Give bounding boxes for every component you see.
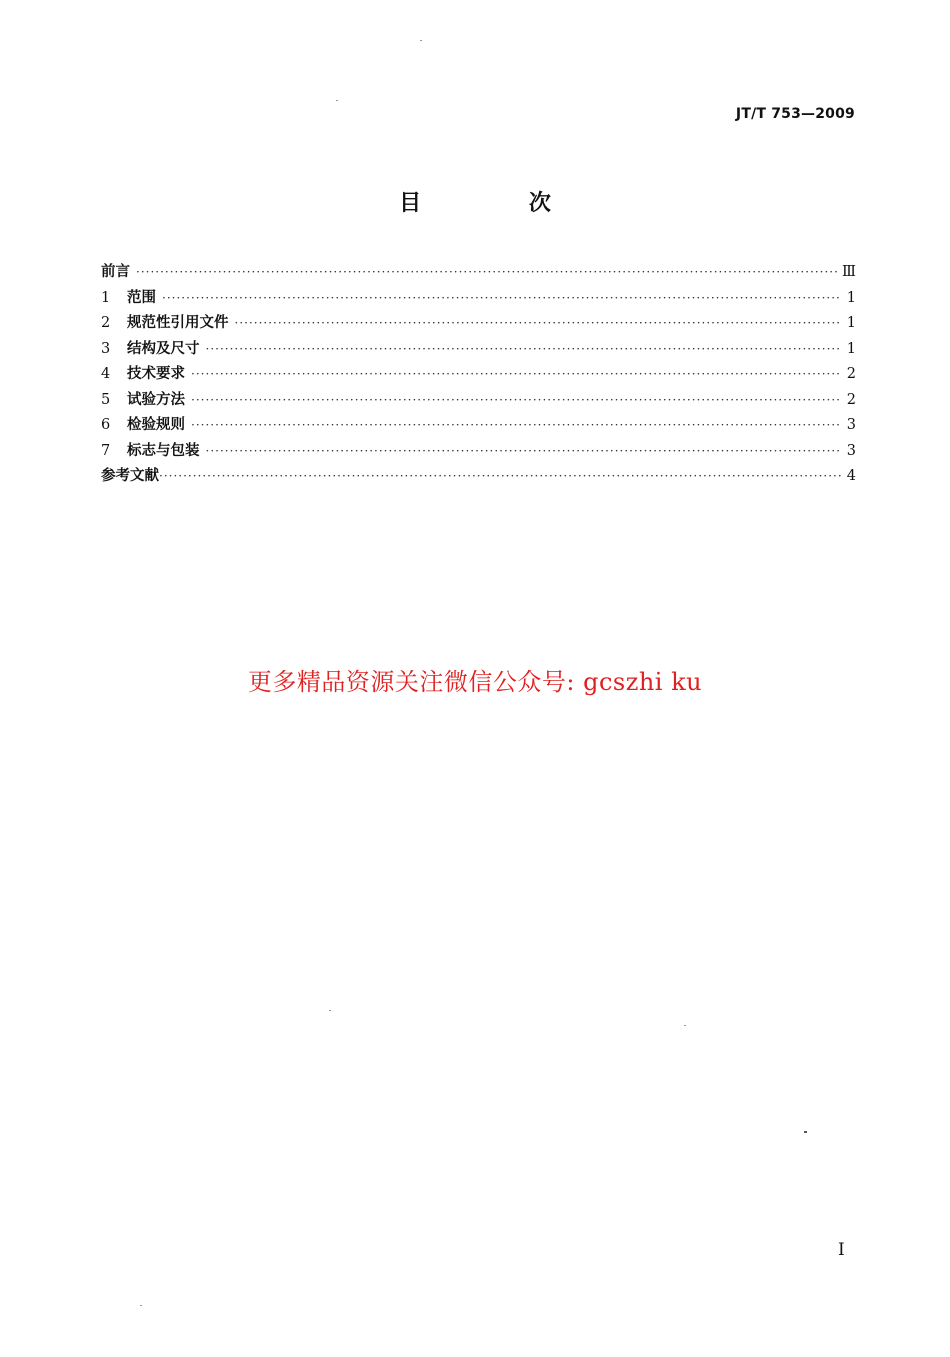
- toc-entry-label: 标志与包装: [127, 441, 200, 459]
- toc-leader-dots: [235, 316, 843, 330]
- toc-entry-number: 7: [101, 442, 111, 459]
- toc-leader-dots: [191, 418, 842, 432]
- toc-entry-page: 2: [846, 391, 856, 408]
- toc-entry-label: 规范性引用文件: [127, 314, 229, 331]
- toc-leader-dots: [191, 367, 842, 381]
- toc-entry-structure-dimensions[interactable]: [101, 337, 856, 363]
- toc-entry-technical-requirements[interactable]: [101, 362, 856, 388]
- toc-leader-dots: [191, 393, 842, 407]
- toc-entry-page: 4: [846, 468, 856, 484]
- table-of-contents: [101, 260, 856, 490]
- toc-entry-marking-packaging[interactable]: [101, 439, 856, 465]
- scan-speck: [140, 1305, 142, 1306]
- toc-entry-bibliography[interactable]: [101, 464, 856, 490]
- toc-leader-dots: [162, 291, 842, 305]
- toc-entry-label: 试验方法: [127, 390, 185, 408]
- toc-entry-page: 1: [846, 340, 856, 357]
- scan-speck: [329, 1010, 331, 1011]
- toc-entry-inspection-rules[interactable]: [101, 413, 856, 439]
- toc-entry-number: 4: [101, 366, 111, 382]
- toc-leader-dots: [206, 444, 843, 458]
- toc-entry-page: Ⅲ: [842, 264, 856, 280]
- toc-entry-number: 6: [101, 417, 111, 433]
- scan-speck: [684, 1025, 686, 1026]
- toc-entry-preface[interactable]: [101, 260, 856, 286]
- toc-entry-page: 3: [846, 417, 856, 433]
- toc-entry-number: 2: [101, 315, 111, 331]
- toc-entry-label: 技术要求: [127, 365, 185, 382]
- toc-entry-page: 3: [846, 442, 856, 459]
- toc-leader-dots: [159, 469, 842, 483]
- watermark-text: 更多精品资源关注微信公众号: gcszhi ku: [247, 668, 703, 696]
- toc-entry-number: 1: [101, 289, 111, 306]
- toc-entry-label: 结构及尺寸: [127, 339, 200, 357]
- toc-entry-page: 1: [846, 289, 856, 306]
- scan-speck: [420, 40, 422, 41]
- toc-entry-number: 3: [101, 340, 111, 357]
- scan-speck: [336, 100, 338, 101]
- scan-speck: [804, 1131, 807, 1133]
- toc-entry-label: 范围: [127, 288, 156, 306]
- toc-entry-page: 2: [846, 366, 856, 382]
- toc-entry-label: 前言: [101, 263, 130, 280]
- toc-entry-normative-references[interactable]: [101, 311, 856, 337]
- toc-entry-label: 检验规则: [127, 416, 185, 433]
- toc-entry-test-methods[interactable]: [101, 388, 856, 414]
- toc-leader-dots: [206, 342, 843, 356]
- toc-entry-number: 5: [101, 391, 111, 408]
- toc-entry-label: 参考文献: [101, 467, 159, 484]
- toc-entry-scope[interactable]: [101, 286, 856, 312]
- toc-title: 目 次: [399, 191, 601, 216]
- toc-leader-dots: [136, 265, 838, 279]
- page-number: I: [838, 1240, 845, 1260]
- standard-code: JT/T 753—2009: [735, 106, 855, 122]
- toc-entry-page: 1: [846, 315, 856, 331]
